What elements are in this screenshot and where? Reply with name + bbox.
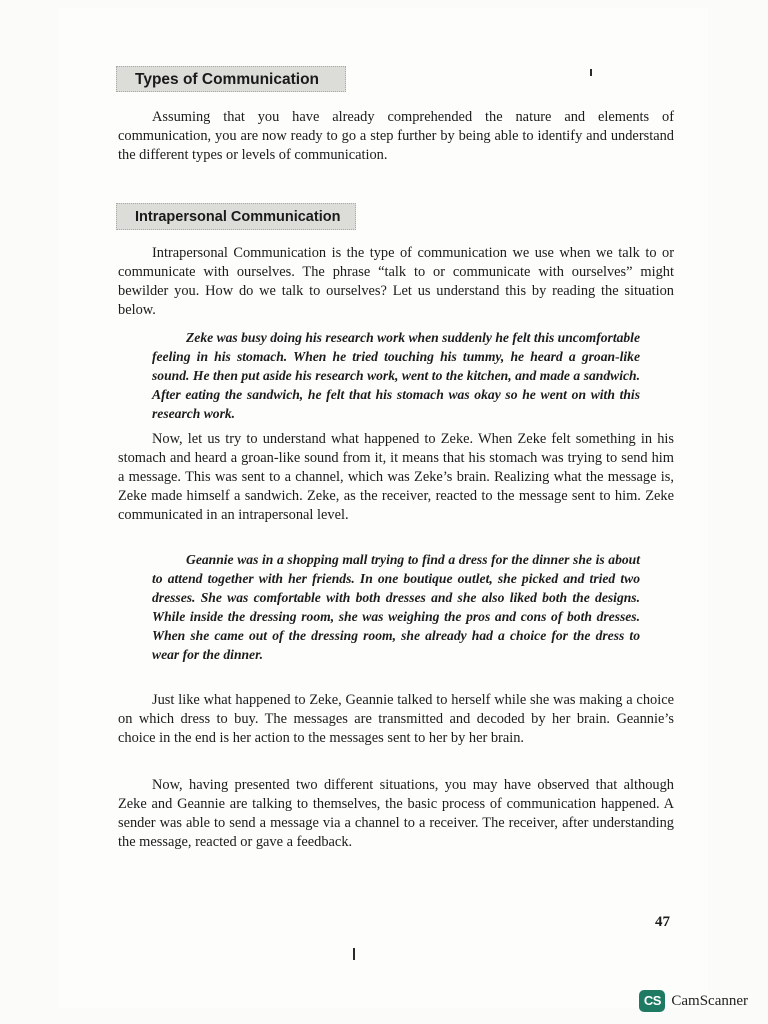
scan-speck — [590, 69, 592, 76]
types-intro-paragraph: Assuming that you have already comprehended the nature and elements of communication, you are now ready to go a step further by being able to identify and understand the different types or levels of communication. — [118, 109, 674, 163]
camscanner-label: CamScanner — [671, 992, 748, 1009]
page-number: 47 — [655, 914, 670, 930]
scan-speck — [353, 948, 355, 960]
geannie-situation-quote: Geannie was in a shopping mall trying to find a dress for the dinner she is about to attend together with her friends. In one boutique outlet, she picked and tried two dresses. She was comfortable with both dresses and she also liked both the designs. While inside the dressing room, she was weighing the pros and cons of both dresses. When she came out of the dressing room, she already had a choice for the dress to wear for the dinner. — [152, 552, 640, 662]
section-heading-types-of-communication: Types of Communication — [116, 66, 346, 92]
geannie-explanation-paragraph: Just like what happened to Zeke, Geannie talked to herself while she was making a choice on which dress to buy. The messages are transmitted and decoded by her brain. Geannie’s choice in the end is her action to the messages sent to her by her brain. — [118, 692, 674, 746]
zeke-situation-quote: Zeke was busy doing his research work when suddenly he felt this uncomfortable feeling in his stomach. When he tried touching his tummy, he heard a groan-like sound. He then put aside his research work, went to the kitchen, and made a sandwich. After eating the sandwich, he felt that his stomach was okay so he went on with this research work. — [152, 330, 640, 421]
conclusion-paragraph: Now, having presented two different situations, you may have observed that although Zeke and Geannie are talking to themselves, the basic process of communication happened. A sender was able to send a message via a channel to a receiver. The receiver, after understanding the message, reacted or gave a feedback. — [118, 777, 674, 850]
zeke-explanation-paragraph: Now, let us try to understand what happened to Zeke. When Zeke felt something in his stomach and heard a groan-like sound from it, it means that his stomach was trying to send him a message. This was sent to a channel, which was Zeke’s brain. Realizing what the message is, Zeke made himself a sandwich. Zeke, as the receiver, reacted to the message sent to him. Zeke communicated in an intrapersonal level. — [118, 431, 674, 523]
camscanner-logo-icon: CS — [639, 990, 665, 1012]
intrapersonal-intro-paragraph: Intrapersonal Communication is the type of communication we use when we talk to or communicate with ourselves. The phrase “talk to or communicate with ourselves” might bewilder you. How do we talk to ourselves? Let us understand this by reading the situation below. — [118, 245, 674, 318]
camscanner-watermark — [639, 990, 748, 1012]
section-heading-intrapersonal: Intrapersonal Communication — [116, 203, 356, 230]
